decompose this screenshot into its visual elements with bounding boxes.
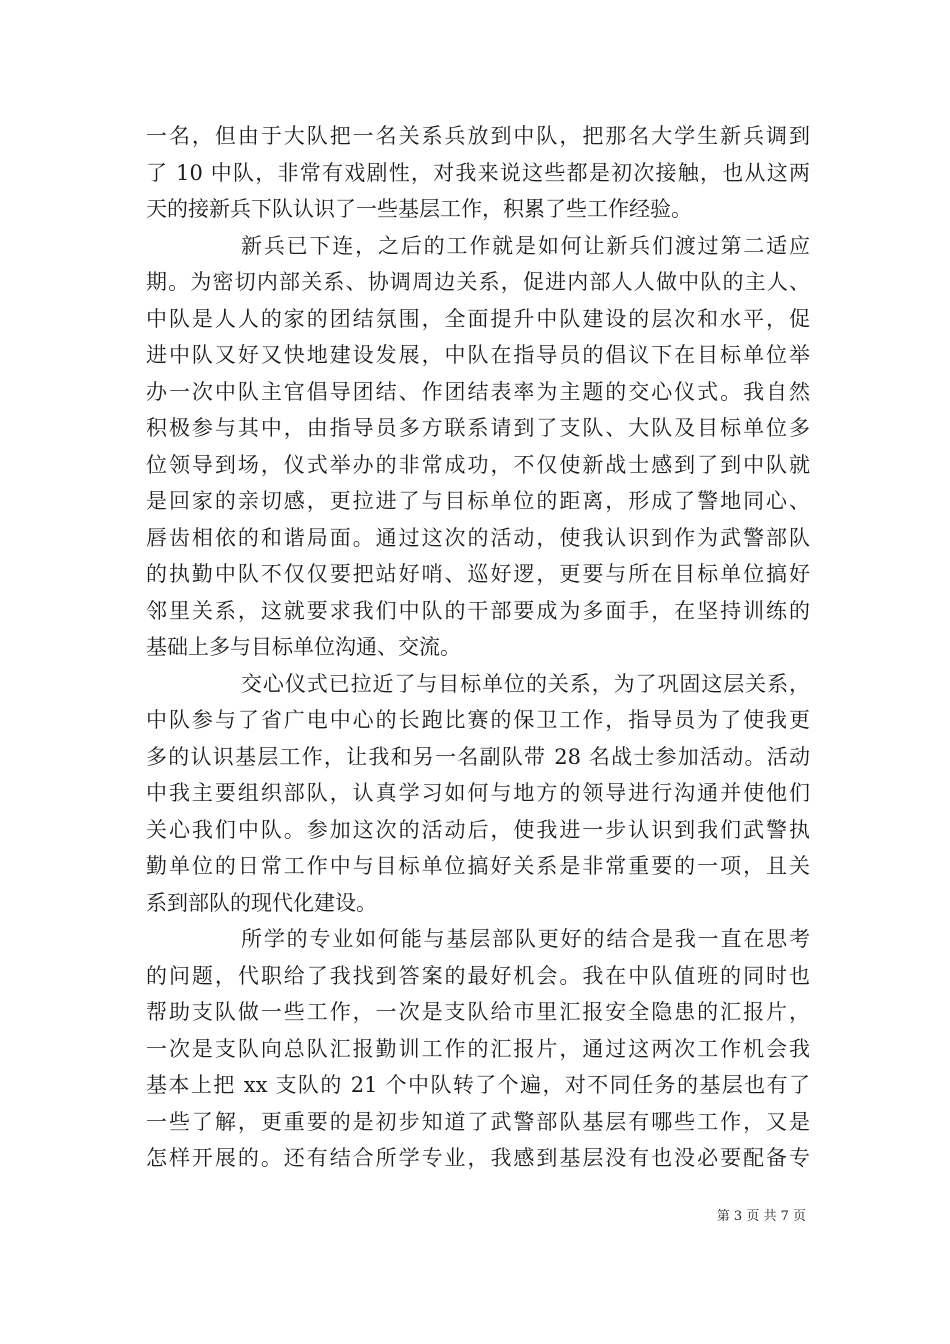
paragraph-3 xyxy=(146,666,810,922)
text-line: 的执勤中队不仅仅要把站好哨、巡好逻，更要与所在目标单位搞好 xyxy=(146,562,810,586)
text-line: 中队参与了省广电中心的长跑比赛的保卫工作，指导员为了使我更 xyxy=(146,708,810,732)
page-number: 第 3 页 共 7 页 xyxy=(716,1209,806,1224)
text-line: 系到部队的现代化建设。 xyxy=(146,890,377,915)
text-line: 一名，但由于大队把一名关系兵放到中队，把那名大学生新兵调到 xyxy=(146,124,810,148)
text-line: 中我主要组织部队，认真学习如何与地方的领导进行沟通并使他们 xyxy=(146,781,810,805)
text-line: 中队是人人的家的团结氛围，全面提升中队建设的层次和水平，促 xyxy=(146,306,810,331)
paragraph-1 xyxy=(146,118,810,228)
text-line: 位领导到场，仪式举办的非常成功，不仅使新战士感到了到中队就 xyxy=(146,452,810,477)
text-line: 勤单位的日常工作中与目标单位搞好关系是非常重要的一项，且关 xyxy=(146,854,810,878)
text-line: 一些了解，更重要的是初步知道了武警部队基层有哪些工作，又是 xyxy=(146,1109,810,1134)
text-line: 交心仪式已拉近了与目标单位的关系，为了巩固这层关系， xyxy=(241,671,810,696)
text-line: 了 10 中队，非常有戏剧性，对我来说这些都是初次接触，也从这两 xyxy=(146,160,810,185)
text-line: 帮助支队做一些工作，一次是支队给市里汇报安全隐患的汇报片， xyxy=(146,1000,810,1024)
text-line: 是回家的亲切感，更拉进了与目标单位的距离，形成了警地同心、 xyxy=(146,489,810,513)
text-line: 基本上把 xx 支队的 21 个中队转了个遍，对不同任务的基层也有了 xyxy=(146,1073,810,1097)
text-line: 邻里关系，这就要求我们中队的干部要成为多面手，在坚持训练的 xyxy=(146,598,810,623)
paragraph-4 xyxy=(146,921,810,1177)
text-line: 进中队又好又快地建设发展，中队在指导员的倡议下在目标单位举 xyxy=(146,343,810,367)
text-line: 多的认识基层工作，让我和另一名副队带 28 名战士参加活动。活动 xyxy=(146,744,810,769)
text-line: 基础上多与目标单位沟通、交流。 xyxy=(146,635,461,659)
text-line: 天的接新兵下队认识了一些基层工作，积累了些工作经验。 xyxy=(146,197,692,221)
text-line: 新兵已下连，之后的工作就是如何让新兵们渡过第二适应 xyxy=(241,233,810,258)
text-line: 唇齿相依的和谐局面。通过这次的活动，使我认识到作为武警部队 xyxy=(146,525,810,550)
text-line: 关心我们中队。参加这次的活动后，使我进一步认识到我们武警执 xyxy=(146,817,810,842)
text-line: 一次是支队向总队汇报勤训工作的汇报片，通过这两次工作机会我 xyxy=(146,1036,810,1061)
text-line: 积极参与其中，由指导员多方联系请到了支队、大队及目标单位多 xyxy=(146,416,810,440)
text-line: 所学的专业如何能与基层部队更好的结合是我一直在思考 xyxy=(241,927,810,951)
text-line: 的问题，代职给了我找到答案的最好机会。我在中队值班的同时也 xyxy=(146,963,810,988)
text-line: 期。为密切内部关系、协调周边关系，促进内部人人做中队的主人、 xyxy=(146,270,810,294)
paragraph-2 xyxy=(146,228,810,666)
text-line: 办一次中队主官倡导团结、作团结表率为主题的交心仪式。我自然 xyxy=(146,379,810,404)
body-text xyxy=(146,118,810,1177)
text-line: 怎样开展的。还有结合所学专业，我感到基层没有也没必要配备专 xyxy=(146,1146,810,1170)
